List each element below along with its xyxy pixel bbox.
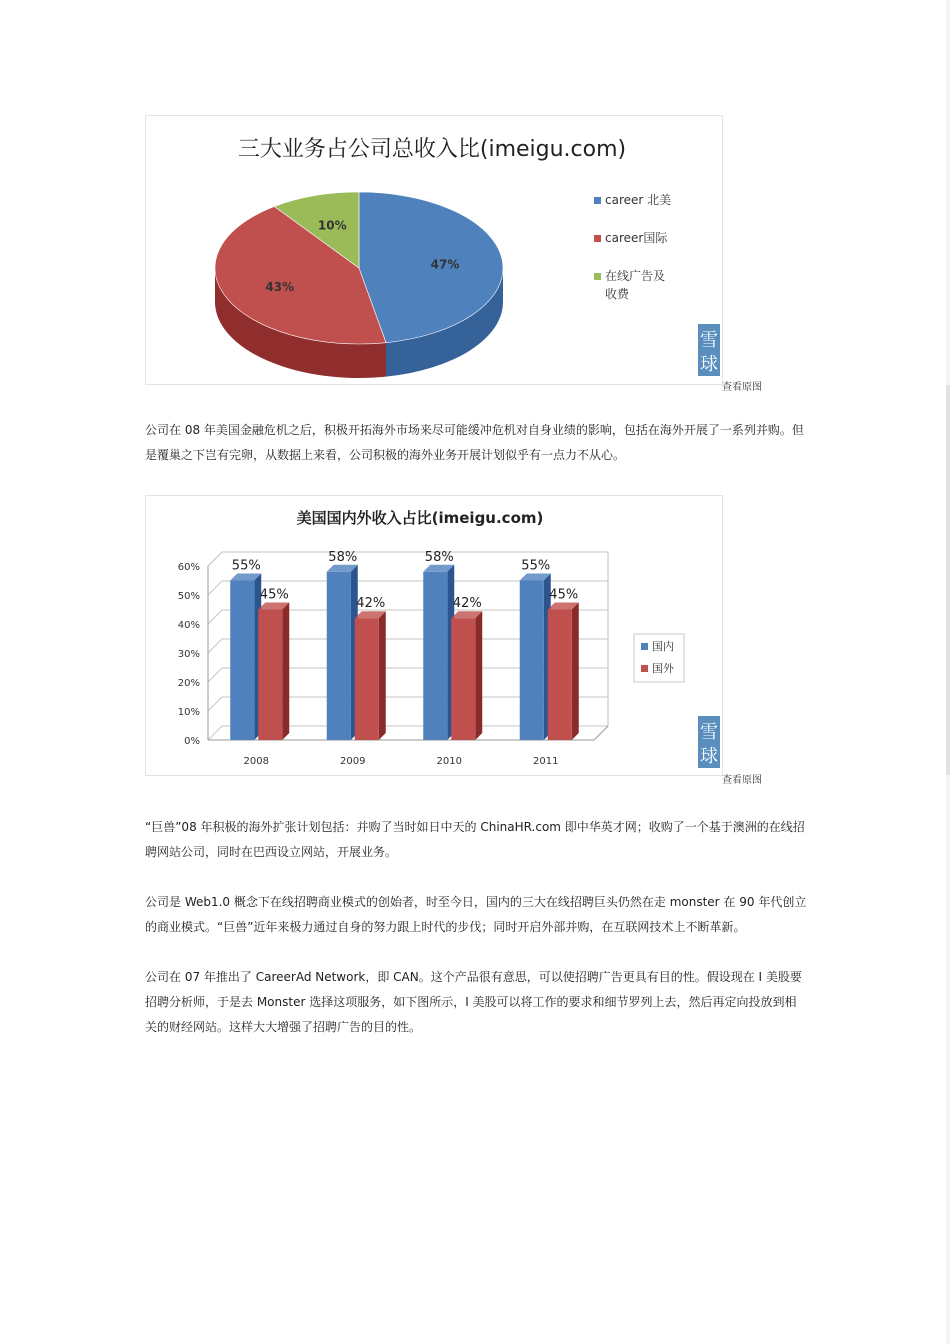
bar-chart-figure — [145, 495, 723, 776]
pie-legend-item — [594, 268, 665, 301]
paragraph-overseas-expansion: 公司在 08 年美国金融危机之后，积极开拓海外市场来尽可能缓冲危机对自身业绩的影响，包括在海外开展了一系列并购。但是覆巢之下岂有完卵，从数据上来看，公司积极的海外业务开展计划似乎有一点力不从心。 — [145, 423, 804, 462]
bar — [520, 574, 551, 741]
page-edge-segment — [946, 775, 950, 1344]
legend-swatch — [594, 235, 601, 242]
bar-data-label: 42% — [356, 596, 386, 612]
paragraph-careerad-network: 公司在 07 年推出了 CareerAd Network，即 CAN。这个产品很有意思，可以使招聘广告更具有目的性。假设现在 I 美股要招聘分析师，于是去 Monster 选择这项服务，如下图所示，I 美股可以将工作的要求和细节罗列上去，然后再定向投放到相关的财经网站。这样大大增强了招聘广告的目的性。 — [145, 970, 802, 1034]
pie-chart — [146, 116, 722, 384]
bar-data-label: 42% — [452, 596, 482, 612]
view-original-link-2[interactable]: 查看原图 — [722, 775, 762, 786]
y-tick-label: 20% — [177, 678, 200, 689]
xueqiu-watermark-logo — [698, 716, 720, 768]
bar-data-label: 55% — [521, 558, 551, 574]
bar — [327, 565, 358, 740]
watermark-char: 球 — [700, 354, 718, 375]
watermark-char: 雪 — [700, 722, 718, 743]
legend-label: career 北美 — [605, 193, 672, 207]
y-tick-label: 30% — [177, 649, 200, 660]
bar-data-label: 58% — [328, 549, 358, 565]
bar-chart — [146, 496, 722, 775]
page-edge-segment — [946, 385, 950, 775]
bar-legend — [634, 634, 684, 682]
bar-data-label: 45% — [549, 587, 579, 603]
legend-swatch — [594, 273, 601, 280]
legend-swatch — [641, 643, 648, 650]
bar — [258, 603, 289, 741]
bar — [230, 574, 261, 741]
y-tick-label: 0% — [184, 736, 200, 747]
watermark-char: 雪 — [700, 330, 718, 351]
x-tick-label: 2011 — [533, 756, 559, 767]
legend-swatch — [594, 197, 601, 204]
bar-data-label: 45% — [259, 587, 289, 603]
x-tick-label: 2010 — [436, 756, 462, 767]
pie-data-label: 47% — [430, 257, 460, 272]
pie-chart-figure — [145, 115, 723, 385]
bar — [548, 603, 579, 741]
bar — [423, 565, 454, 740]
view-original-link-1[interactable]: 查看原图 — [722, 382, 762, 393]
y-tick-label: 40% — [177, 620, 200, 631]
paragraph-acquisitions: “巨兽”08 年积极的海外扩张计划包括：并购了当时如日中天的 ChinaHR.com 即中华英才网；收购了一个基于澳洲的在线招聘网站公司，同时在巴西设立网站，开展业务。 — [145, 820, 805, 859]
legend-label: 国外 — [652, 662, 674, 675]
bar-chart-title: 美国国内外收入占比(imeigu.com) — [296, 509, 544, 527]
y-tick-label: 10% — [177, 707, 200, 718]
y-tick-label: 60% — [177, 562, 200, 573]
watermark-char: 球 — [700, 746, 718, 767]
bar — [451, 611, 482, 740]
x-tick-label: 2009 — [340, 756, 366, 767]
pie-data-label: 10% — [317, 218, 347, 233]
pie-data-label: 43% — [265, 280, 295, 295]
page-edge-segment — [946, 0, 950, 385]
bar — [355, 611, 386, 740]
bar-data-label: 58% — [424, 549, 454, 565]
y-tick-label: 50% — [177, 591, 200, 602]
pie-legend-item — [594, 193, 671, 207]
legend-label: career国际 — [605, 231, 668, 245]
legend-label: 国内 — [652, 640, 674, 653]
legend-swatch — [641, 665, 648, 672]
pie-legend-item — [594, 231, 668, 245]
x-tick-label: 2008 — [243, 756, 269, 767]
pie-chart-title: 三大业务占公司总收入比(imeigu.com) — [237, 137, 627, 162]
legend-label: 在线广告及 — [605, 269, 666, 283]
paragraph-business-model: 公司是 Web1.0 概念下在线招聘商业模式的创始者，时至今日，国内的三大在线招聘巨头仍然在走 monster 在 90 年代创立的商业模式。“巨兽”近年来极力通过自身的努力跟上时代的步伐；同时开启外部并购，在互联网技术上不断革新。 — [145, 895, 807, 934]
bar-data-label: 55% — [231, 558, 261, 574]
xueqiu-watermark-logo — [698, 324, 720, 376]
legend-label: 收费 — [605, 287, 630, 301]
